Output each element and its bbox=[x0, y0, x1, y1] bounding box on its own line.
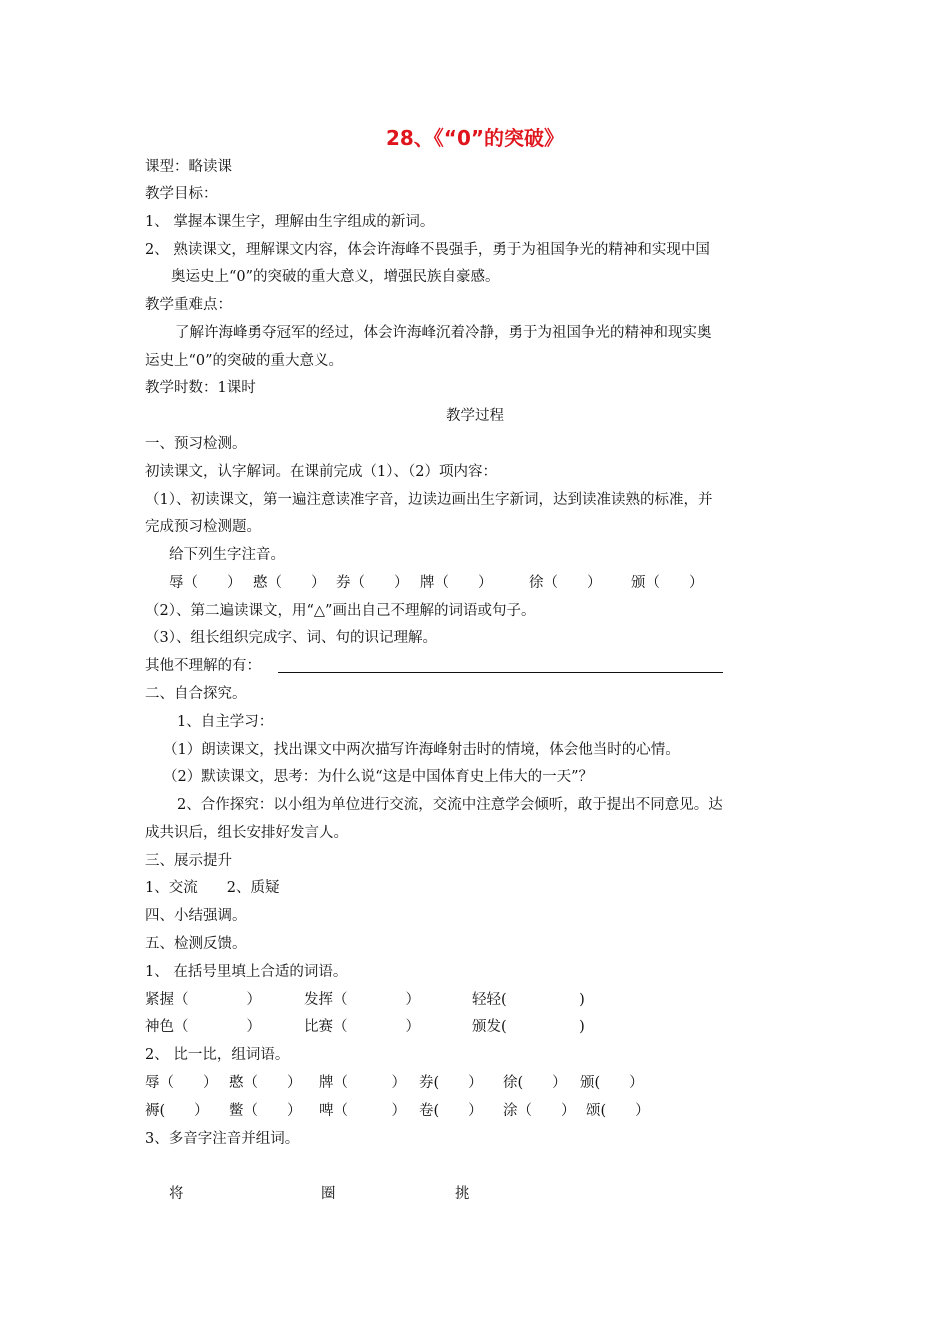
compare-char: 卷( ） bbox=[419, 1103, 483, 1119]
pinyin-char: 牌（ ） bbox=[420, 575, 493, 591]
section-1-item-3: （3）、组长组织完成字、词、句的识记理解。 bbox=[145, 630, 437, 646]
section-5-question-3: 3、多音字注音并组词。 bbox=[145, 1131, 300, 1147]
compare-char: 鳖（ ） bbox=[229, 1103, 302, 1119]
word-blank: 紧握（ ） bbox=[145, 992, 261, 1008]
section-2-sub-2-line-2: 成共识后，组长安排好发言人。 bbox=[145, 825, 348, 841]
polyphone-char: 将 bbox=[169, 1186, 184, 1202]
document-title: 28、《“0”的突破》 bbox=[385, 126, 565, 150]
key-points-line-2: 运史上“0”的突破的重大意义。 bbox=[145, 353, 344, 369]
pinyin-prompt: 给下列生字注音。 bbox=[169, 547, 285, 563]
process-heading: 教学过程 bbox=[446, 408, 504, 424]
word-blank: 神色（ ） bbox=[145, 1019, 261, 1035]
section-2-heading: 二、自合探究。 bbox=[145, 686, 247, 702]
course-type: 课型：略读课 bbox=[145, 159, 232, 175]
pinyin-char: 颁（ ） bbox=[631, 575, 704, 591]
word-blank: 比赛（ ） bbox=[304, 1019, 420, 1035]
teaching-hours: 教学时数：1课时 bbox=[145, 380, 256, 396]
section-1-intro: 初读课文，认字解词。在课前完成（1）、（2）项内容： bbox=[145, 464, 497, 480]
goal-2-line-1: 2、 熟读课文，理解课文内容，体会许海峰不畏强手，勇于为祖国争光的精神和实现中国 bbox=[145, 242, 710, 258]
polyphone-char: 圈 bbox=[321, 1186, 336, 1202]
compare-char: 辱（ ） bbox=[145, 1075, 218, 1091]
section-2-sub-2-line-1: 2、合作探究：以小组为单位进行交流，交流中注意学会倾听，敢于提出不同意见。达 bbox=[177, 797, 723, 813]
pinyin-char: 徐（ ） bbox=[529, 575, 602, 591]
compare-char: 涂（ ） bbox=[503, 1103, 576, 1119]
pinyin-char: 辱（ ） bbox=[169, 575, 242, 591]
section-1-heading: 一、预习检测。 bbox=[145, 436, 247, 452]
section-1-item-1-line-1: （1）、初读课文，第一遍注意读准字音，边读边画出生字新词，达到读准读熟的标准，并 bbox=[145, 492, 713, 508]
section-3-heading: 三、展示提升 bbox=[145, 853, 232, 869]
compare-char: 牌（ ） bbox=[319, 1075, 406, 1091]
compare-char: 徐( ） bbox=[503, 1075, 567, 1091]
word-blank: 发挥（ ） bbox=[304, 992, 420, 1008]
section-5-question-1: 1、 在括号里填上合适的词语。 bbox=[145, 964, 348, 980]
section-4-heading: 四、小结强调。 bbox=[145, 908, 247, 924]
pinyin-char: 券（ ） bbox=[336, 575, 409, 591]
section-1-item-1-line-2: 完成预习检测题。 bbox=[145, 519, 261, 535]
section-5-heading: 五、检测反馈。 bbox=[145, 936, 247, 952]
compare-char: 颁( ） bbox=[580, 1075, 644, 1091]
section-1-item-2: （2）、第二遍读课文，用“△”画出自己不理解的词语或句子。 bbox=[145, 603, 536, 619]
compare-char: 颂( ） bbox=[586, 1103, 650, 1119]
goal-1: 1、 掌握本课生字，理解由生字组成的新词。 bbox=[145, 214, 435, 230]
compare-char: 啤（ ） bbox=[319, 1103, 406, 1119]
compare-char: 褥( ） bbox=[145, 1103, 209, 1119]
polyphone-char: 挑 bbox=[455, 1186, 470, 1202]
word-blank: 轻轻( ) bbox=[472, 992, 585, 1008]
section-2-sub-1: 1、自主学习： bbox=[177, 714, 274, 730]
section-2-question-2: （2）默读课文，思考：为什么说“这是中国体育史上伟大的一天”？ bbox=[163, 769, 594, 785]
section-5-question-2: 2、 比一比，组词语。 bbox=[145, 1047, 290, 1063]
section-2-question-1: （1）朗读课文，找出课文中两次描写许海峰射击时的情境，体会他当时的心情。 bbox=[163, 742, 680, 758]
key-points-line-1: 了解许海峰勇夺冠军的经过，体会许海峰沉着冷静，勇于为祖国争光的精神和现实奥 bbox=[175, 325, 712, 341]
word-blank: 颁发( ) bbox=[472, 1019, 585, 1035]
pinyin-char: 憨（ ） bbox=[253, 575, 326, 591]
other-questions-label: 其他不理解的有： bbox=[145, 658, 261, 674]
goal-2-line-2: 奥运史上“0”的突破的重大意义，增强民族自豪感。 bbox=[171, 269, 500, 285]
section-3-items: 1、交流 2、质疑 bbox=[145, 880, 280, 896]
key-points-heading: 教学重难点： bbox=[145, 297, 232, 313]
compare-char: 憨（ ） bbox=[229, 1075, 302, 1091]
compare-char: 券( ） bbox=[419, 1075, 483, 1091]
goals-heading: 教学目标： bbox=[145, 186, 218, 202]
fill-in-line bbox=[278, 672, 723, 673]
